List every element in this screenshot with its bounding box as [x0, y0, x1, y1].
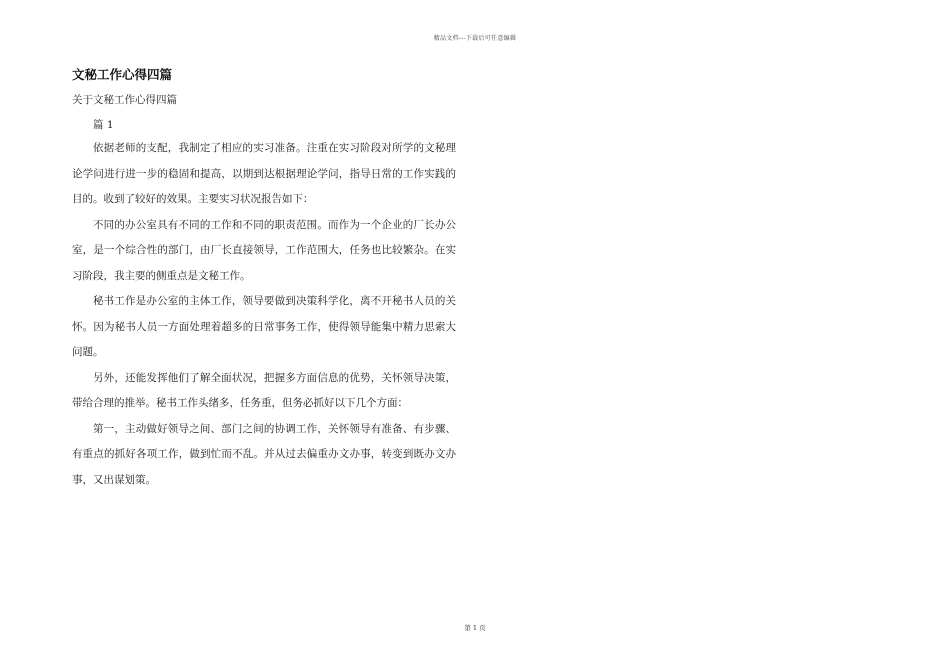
- paragraph-4: 另外，还能发挥他们了解全面状况，把握多方面信息的优势，关怀领导决策，带给合理的推举。秘书工作头绪多，任务重，但务必抓好以下几个方面：: [72, 371, 456, 409]
- page-header: 精品文档---下载后可任意编辑: [433, 35, 517, 42]
- paragraph-5: 第一，主动做好领导之间、部门之间的协调工作，关怀领导有准备、有步骤、有重点的抓好各项工作，做到忙而不乱。并从过去偏重办文办事，转变到既办文办事，又出谋划策。: [72, 422, 456, 486]
- document-content: [72, 66, 456, 493]
- page-number: 第 1 页: [464, 624, 486, 632]
- section-label: 篇 1: [93, 119, 114, 131]
- document-title: 文秘工作心得四篇: [72, 67, 173, 82]
- document-subtitle: 关于文秘工作心得四篇: [72, 94, 177, 106]
- paragraph-2: 不同的办公室具有不同的工作和不同的职责范围。而作为一个企业的厂长办公室，是一个综合性的部门，由厂长直接领导，工作范围大，任务也比较繁杂。在实习阶段，我主要的侧重点是文秘工作。: [72, 218, 456, 282]
- paragraph-3: 秘书工作是办公室的主体工作，领导要做到决策科学化，离不开秘书人员的关怀。因为秘书人员一方面处理着超多的日常事务工作，使得领导能集中精力思索大问题。: [72, 295, 456, 358]
- paragraph-1: 依据老师的支配，我制定了相应的实习准备。注重在实习阶段对所学的文秘理论学问进行进一步的稳固和提高，以期到达根据理论学问，指导日常的工作实践的目的。收到了较好的效果。主要实习状况报告如下：: [72, 142, 456, 205]
